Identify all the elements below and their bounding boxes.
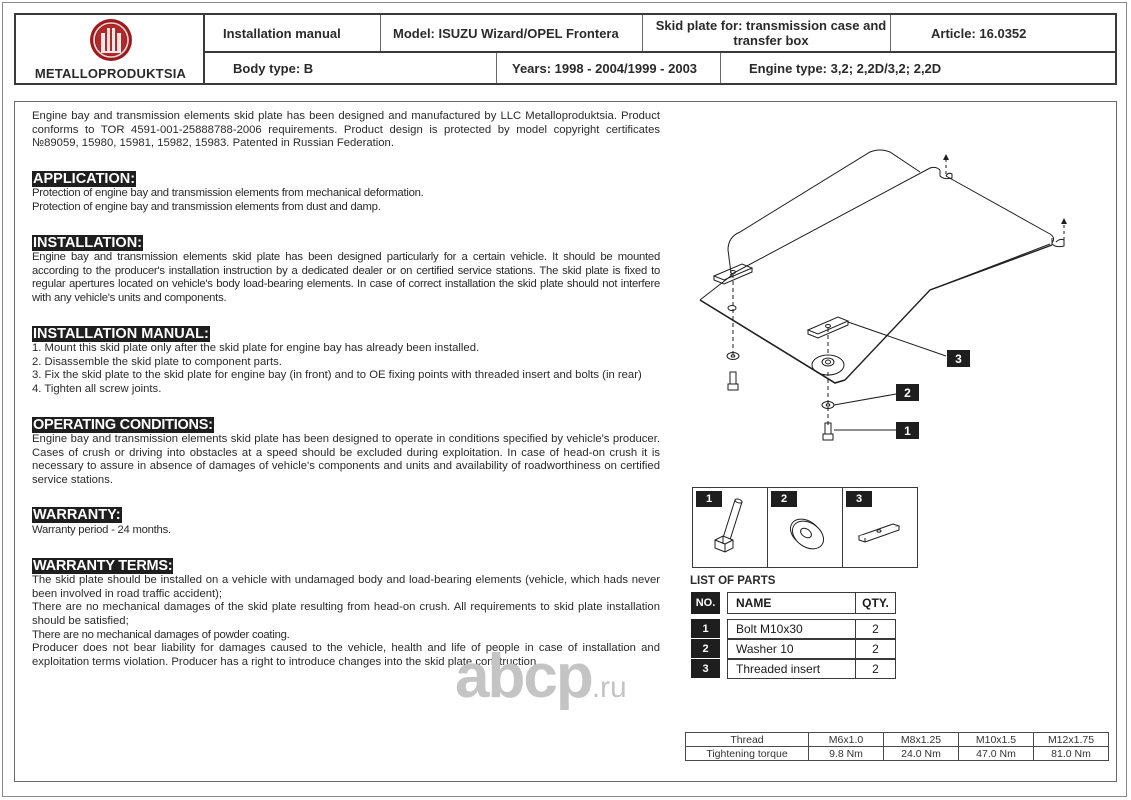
body-type: Body type: B bbox=[233, 60, 314, 76]
torque-row bbox=[686, 747, 1109, 761]
torque-label: Tightening torque bbox=[686, 747, 809, 761]
part-number: 1 bbox=[691, 619, 720, 638]
logo-cell bbox=[16, 15, 205, 83]
watermark-suffix: .ru bbox=[591, 671, 627, 704]
bolt-icon bbox=[693, 488, 768, 568]
section-title-operating-conditions: OPERATING CONDITIONS: bbox=[33, 416, 213, 433]
part-name: Bolt M10x30 bbox=[727, 619, 856, 639]
brand-name: METALLOPRODUKTSIA bbox=[34, 66, 187, 81]
years: Years: 1998 - 2004/1999 - 2003 bbox=[512, 60, 698, 76]
warranty-term: The skid plate should be installed on a vehicle with undamaged body and load-bearing elements (vehicle, which hads never been involved in road traffic accident); bbox=[32, 574, 660, 600]
skid-plate-for: Skid plate for: transmission case and transfer box bbox=[655, 18, 887, 48]
part-picture-3 bbox=[843, 488, 917, 567]
warranty-term: There are no mechanical damages of powder coating. bbox=[32, 628, 290, 641]
part-number: 3 bbox=[691, 659, 720, 678]
callout-1: 1 bbox=[896, 422, 919, 439]
section-title-application: APPLICATION: bbox=[33, 170, 136, 187]
column-header-no: NO. bbox=[691, 592, 720, 614]
torque-value: 9.8 Nm bbox=[809, 747, 884, 761]
torque-value: 81.0 Nm bbox=[1034, 747, 1109, 761]
warranty-text: Warranty period - 24 months. bbox=[32, 524, 171, 537]
part-qty: 2 bbox=[855, 639, 896, 659]
part-badge: 2 bbox=[771, 491, 797, 507]
warranty-term: Producer does not bear liability for damages caused to the vehicle, health and life of people in case of installation and exploitation terms violation. Producer has a right to introduce changes into the skid plate construction. bbox=[32, 642, 660, 668]
header-divider bbox=[890, 15, 891, 51]
application-line: Protection of engine bay and transmission elements from mechanical deformation. bbox=[32, 187, 424, 200]
part-badge: 3 bbox=[846, 491, 872, 507]
section-title-warranty: WARRANTY: bbox=[33, 507, 121, 524]
operating-conditions-paragraph: Engine bay and transmission elements skid plate has been designed to operate in conditions specified by vehicle's producer. Cases of crush or driving into obstacles at a speed should be excluded during exploitation. In case of head-on crush it is necessary to assure in absence of damages of vehicle's components and units and availability of roadworthiness on certified service stations. bbox=[32, 433, 660, 486]
thread-label: Thread bbox=[686, 733, 809, 747]
section-title-installation: INSTALLATION: bbox=[33, 234, 142, 251]
warranty-term: There are no mechanical damages of the skid plate resulting from head-on crush. All requirements to skid plate installation should be satisfied; bbox=[32, 601, 660, 628]
up-arrow-icon bbox=[943, 154, 949, 160]
doc-type: Installation manual bbox=[223, 25, 341, 41]
column-header-qty: QTY. bbox=[855, 592, 896, 614]
part-number: 2 bbox=[691, 639, 720, 658]
thread-value: M10x1.5 bbox=[959, 733, 1034, 747]
intro-paragraph: Engine bay and transmission elements skid plate has been designed and manufactured by LLC Metalloproduktsia. Product conforms to TOR 4591-001-25888788-2006 requirements. Product design is protected by model copyright certificates №89059, 15980, 15981, 15982, 15983. Patented in Russian Federation. bbox=[32, 110, 660, 150]
thread-value: M6x1.0 bbox=[809, 733, 884, 747]
thread-value: M12x1.75 bbox=[1034, 733, 1109, 747]
part-name: Washer 10 bbox=[727, 639, 856, 659]
manual-step: 2. Disassemble the skid plate to component parts. bbox=[32, 355, 282, 368]
torque-value: 24.0 Nm bbox=[884, 747, 959, 761]
washer-icon bbox=[768, 488, 843, 568]
up-arrow-icon bbox=[1061, 218, 1067, 224]
header-block bbox=[14, 13, 1117, 85]
part-picture-2 bbox=[768, 488, 843, 567]
instructions-text bbox=[32, 110, 660, 669]
assembly-diagram bbox=[690, 140, 1100, 460]
part-qty: 2 bbox=[855, 619, 896, 639]
part-name: Threaded insert bbox=[727, 659, 856, 679]
parts-pictures bbox=[692, 487, 918, 568]
callout-3: 3 bbox=[947, 350, 970, 367]
torque-value: 47.0 Nm bbox=[959, 747, 1034, 761]
torque-table bbox=[685, 732, 1109, 761]
metalloproduktsia-logo-icon bbox=[89, 18, 133, 62]
watermark-main: abcp bbox=[455, 642, 592, 711]
abcp-watermark bbox=[455, 642, 627, 718]
header-divider bbox=[720, 53, 721, 83]
header-divider bbox=[380, 15, 381, 51]
list-of-parts-title: LIST OF PARTS bbox=[690, 575, 776, 587]
thread-value: M8x1.25 bbox=[884, 733, 959, 747]
section-title-installation-manual: INSTALLATION MANUAL: bbox=[33, 325, 209, 342]
header-divider bbox=[642, 15, 643, 51]
application-line: Protection of engine bay and transmission elements from dust and damp. bbox=[32, 200, 381, 213]
column-header-name: NAME bbox=[727, 592, 856, 614]
header-divider bbox=[496, 53, 497, 83]
installation-paragraph: Engine bay and transmission elements skid plate has been designed particularly for a certain vehicle. It should be mounted according to the producer's installation instruction by a dedicated dealer or on certified service stations. The skid plate is fixed to regular apertures located on vehicle's body load-bearing elements. In case of correct installation the skid plate should not interfere with any vehicle's units and components. bbox=[32, 251, 660, 304]
threaded-insert-icon bbox=[843, 488, 918, 568]
section-title-warranty-terms: WARRANTY TERMS: bbox=[33, 557, 173, 574]
skid-plate-drawing-icon bbox=[690, 140, 1100, 460]
part-picture-1 bbox=[693, 488, 768, 567]
engine-type: Engine type: 3,2; 2,2D/3,2; 2,2D bbox=[749, 60, 942, 76]
model-label: Model: ISUZU Wizard/OPEL Frontera bbox=[393, 25, 619, 41]
thread-row bbox=[686, 733, 1109, 747]
callout-2: 2 bbox=[896, 384, 919, 401]
article-number: Article: 16.0352 bbox=[931, 25, 1027, 41]
manual-step: 3. Fix the skid plate to the skid plate for engine bay (in front) and to OE fixing points with threaded insert and bolts (in rear) bbox=[32, 369, 642, 382]
part-qty: 2 bbox=[855, 659, 896, 679]
manual-step: 1. Mount this skid plate only after the skid plate for engine bay has already been installed. bbox=[32, 342, 480, 355]
part-badge: 1 bbox=[696, 491, 722, 507]
manual-step: 4. Tighten all screw joints. bbox=[32, 382, 162, 395]
